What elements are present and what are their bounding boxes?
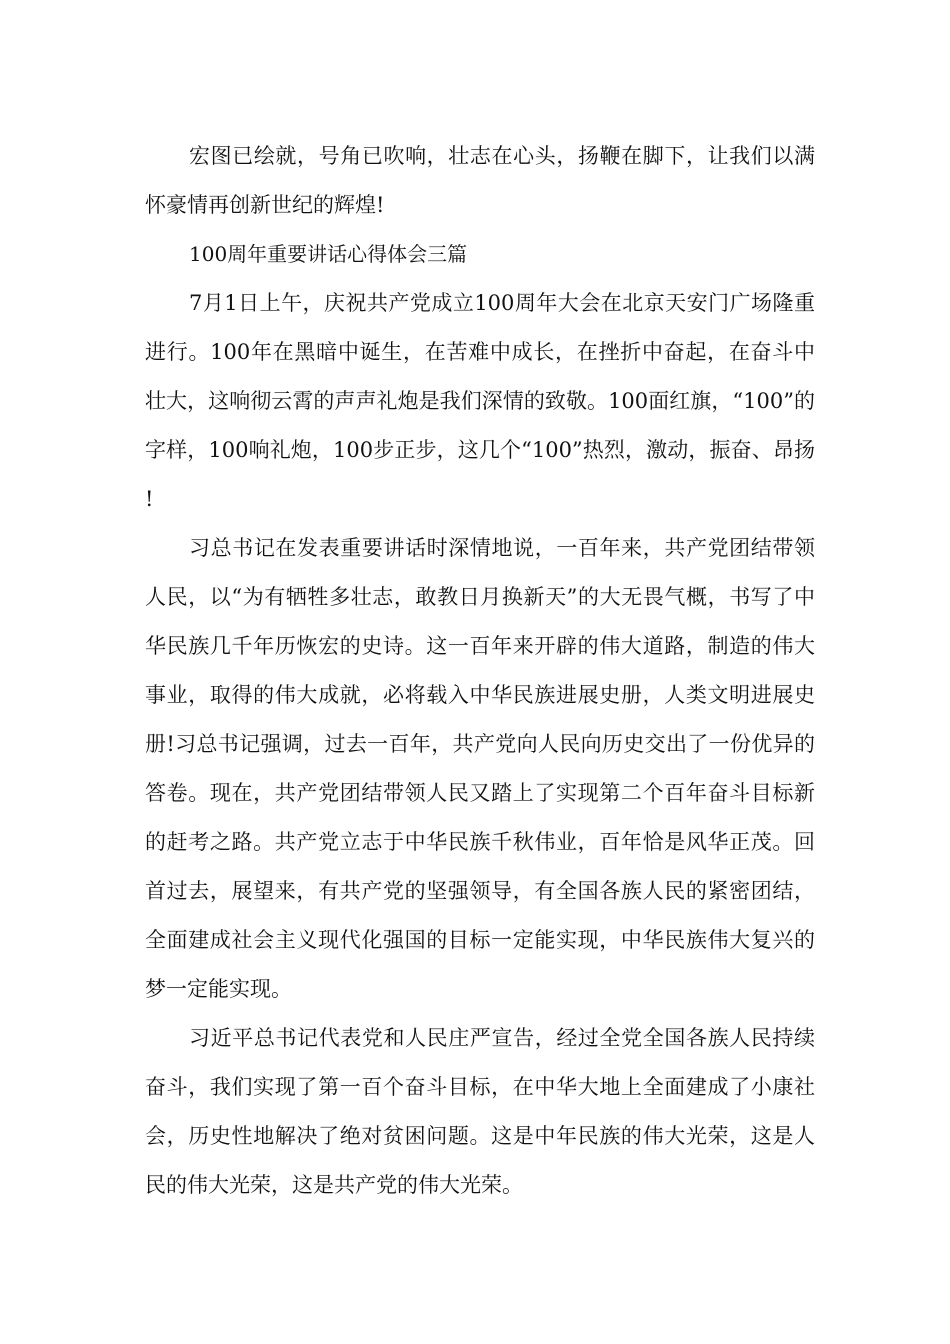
paragraph-celebration: 7月1日上午，庆祝共产党成立100周年大会在北京天安门广场隆重进行。100年在黑暗中诞生，在苦难中成长，在挫折中奋起，在奋斗中壮大，这响彻云霄的声声礼炮是我们深情的致敬。100面红旗，“100”的字样，100响礼炮，100步正步，这几个“100”热烈，激动，振奋、昂扬! bbox=[145, 291, 815, 511]
section-heading: 100周年重要讲话心得体会三篇 bbox=[189, 242, 468, 266]
paragraph-declaration: 习近平总书记代表党和人民庄严宣告，经过全党全国各族人民持续奋斗，我们实现了第一百个奋斗目标，在中华大地上全面建成了小康社会，历史性地解决了绝对贫困问题。这是中年民族的伟大光荣，这是人民的伟大光荣，这是共产党的伟大光荣。 bbox=[145, 1026, 815, 1197]
paragraph-speech: 习总书记在发表重要讲话时深情地说，一百年来，共产党团结带领人民，以“为有牺牲多壮志，敢教日月换新天”的大无畏气概，书写了中华民族几千年历恢宏的史诗。这一百年来开辟的伟大道路，制造的伟大事业，取得的伟大成就，必将载入中华民族进展史册，人类文明进展史册!习总书记强调，过去一百年，共产党向人民向历史交出了一份优异的答卷。现在，共产党团结带领人民又踏上了实现第二个百年奋斗目标新的赶考之路。共产党立志于中华民族千秋伟业，百年恰是风华正茂。回首过去，展望来，有共产党的坚强领导，有全国各族人民的紧密团结，全面建成社会主义现代化强国的目标一定能实现，中华民族伟大复兴的梦一定能实现。 bbox=[145, 536, 815, 1001]
document-body bbox=[145, 132, 815, 1210]
paragraph-intro: 宏图已绘就，号角已吹响，壮志在心头，扬鞭在脚下，让我们以满怀豪情再创新世纪的辉煌! bbox=[145, 144, 815, 217]
